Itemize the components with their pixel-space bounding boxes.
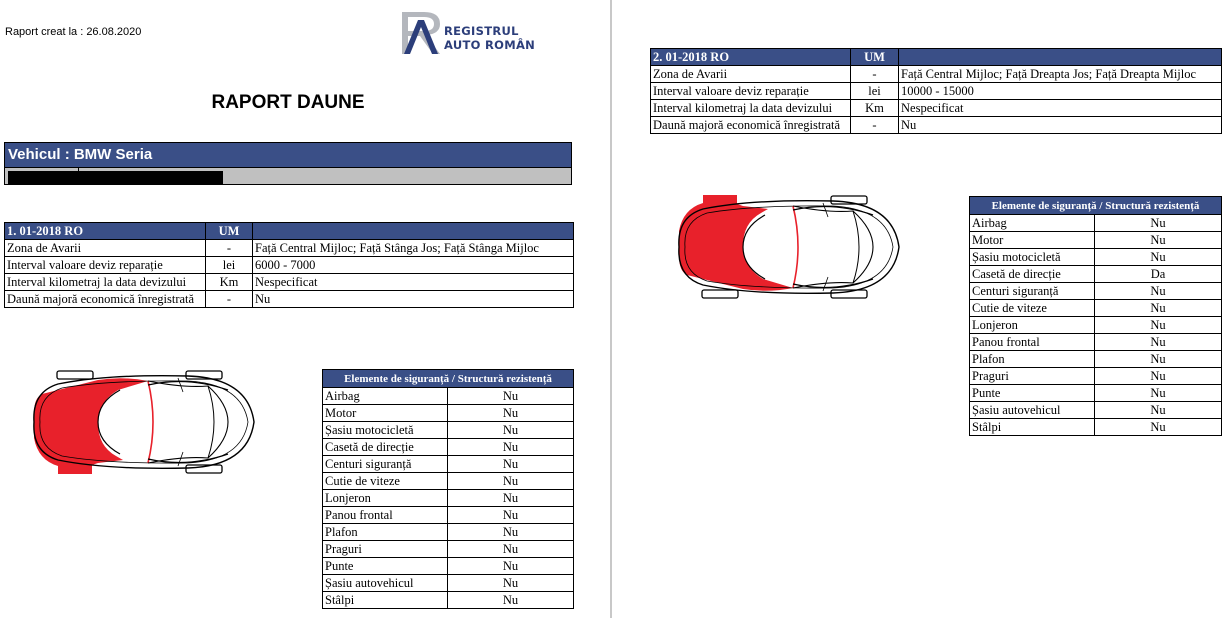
safety-element-label: Șasiu autovehicul bbox=[970, 402, 1095, 419]
safety-element-label: Lonjeron bbox=[323, 490, 448, 507]
safety-element-value: Nu bbox=[1095, 385, 1222, 402]
safety-element-value: Nu bbox=[1095, 402, 1222, 419]
row-value: Față Central Mijloc; Față Stânga Jos; Față Stânga Mijloc bbox=[253, 240, 574, 257]
safety-row bbox=[970, 283, 1222, 300]
table-row bbox=[651, 117, 1222, 134]
safety-element-value: Nu bbox=[448, 490, 574, 507]
safety-row bbox=[323, 575, 574, 592]
safety-element-label: Cutie de viteze bbox=[323, 473, 448, 490]
row-label: Interval valoare deviz reparație bbox=[5, 257, 206, 274]
row-um: - bbox=[851, 66, 899, 83]
safety-row bbox=[323, 439, 574, 456]
logo-text-line2: AUTO ROMÂN bbox=[444, 38, 536, 52]
safety-element-label: Stâlpi bbox=[970, 419, 1095, 436]
row-um: Km bbox=[851, 100, 899, 117]
safety-table-2 bbox=[969, 196, 1222, 436]
table-row bbox=[5, 291, 574, 308]
row-um: lei bbox=[851, 83, 899, 100]
row-value: Nespecificat bbox=[899, 100, 1222, 117]
page-title: RAPORT DAUNE bbox=[211, 92, 365, 113]
safety-row bbox=[970, 419, 1222, 436]
safety-element-label: Centuri siguranță bbox=[323, 456, 448, 473]
safety-element-value: Nu bbox=[1095, 232, 1222, 249]
car-damage-diagram-2 bbox=[673, 193, 903, 301]
safety-element-label: Praguri bbox=[323, 541, 448, 558]
row-um: Km bbox=[206, 274, 253, 291]
safety-element-label: Casetă de direcție bbox=[323, 439, 448, 456]
safety-element-value: Nu bbox=[448, 507, 574, 524]
safety-element-label: Punte bbox=[970, 385, 1095, 402]
safety-element-value: Nu bbox=[1095, 300, 1222, 317]
row-value: 10000 - 15000 bbox=[899, 83, 1222, 100]
safety-rows-2 bbox=[970, 215, 1222, 436]
value-header bbox=[253, 223, 574, 240]
table-row bbox=[651, 100, 1222, 117]
safety-element-value: Nu bbox=[1095, 334, 1222, 351]
car-damage-diagram-1 bbox=[28, 368, 258, 476]
safety-row bbox=[970, 232, 1222, 249]
logo-text-line1: REGISTRUL bbox=[444, 24, 519, 38]
table-row bbox=[651, 83, 1222, 100]
safety-row bbox=[323, 405, 574, 422]
vehicle-title: Vehicul : BMW Seria bbox=[5, 143, 571, 168]
safety-element-label: Plafon bbox=[323, 524, 448, 541]
damage-entry-title: 2. 01-2018 RO bbox=[651, 49, 851, 66]
safety-row bbox=[323, 541, 574, 558]
safety-table-header: Elemente de siguranță / Structură rezistență bbox=[970, 197, 1222, 215]
safety-element-value: Da bbox=[1095, 266, 1222, 283]
safety-element-value: Nu bbox=[1095, 317, 1222, 334]
safety-element-label: Panou frontal bbox=[323, 507, 448, 524]
vehicle-panel bbox=[4, 142, 572, 185]
safety-element-value: Nu bbox=[1095, 215, 1222, 232]
row-label: Zona de Avarii bbox=[651, 66, 851, 83]
safety-row bbox=[970, 334, 1222, 351]
safety-row bbox=[970, 266, 1222, 283]
table-row bbox=[5, 257, 574, 274]
report-created-date: Raport creat la : 26.08.2020 bbox=[5, 26, 142, 38]
safety-element-value: Nu bbox=[448, 405, 574, 422]
damage-table-header bbox=[651, 49, 1222, 66]
row-label: Interval valoare deviz reparație bbox=[651, 83, 851, 100]
safety-element-value: Nu bbox=[1095, 283, 1222, 300]
safety-row bbox=[970, 385, 1222, 402]
safety-element-value: Nu bbox=[448, 558, 574, 575]
safety-element-value: Nu bbox=[1095, 249, 1222, 266]
safety-element-label: Motor bbox=[323, 405, 448, 422]
rar-logo bbox=[400, 10, 540, 58]
safety-rows-1 bbox=[323, 388, 574, 609]
safety-element-label: Praguri bbox=[970, 368, 1095, 385]
safety-element-value: Nu bbox=[448, 456, 574, 473]
safety-element-label: Centuri siguranță bbox=[970, 283, 1095, 300]
safety-row bbox=[323, 558, 574, 575]
safety-row bbox=[970, 300, 1222, 317]
safety-element-value: Nu bbox=[448, 524, 574, 541]
safety-table-1 bbox=[322, 369, 574, 609]
safety-element-label: Șasiu motocicletă bbox=[970, 249, 1095, 266]
safety-row bbox=[323, 524, 574, 541]
safety-element-label: Airbag bbox=[323, 388, 448, 405]
row-value: Nu bbox=[899, 117, 1222, 134]
table-row bbox=[5, 274, 574, 291]
um-header: UM bbox=[851, 49, 899, 66]
um-header: UM bbox=[206, 223, 253, 240]
damage-table-2 bbox=[650, 48, 1222, 134]
row-label: Daună majoră economică înregistrată bbox=[651, 117, 851, 134]
safety-element-label: Casetă de direcție bbox=[970, 266, 1095, 283]
row-label: Interval kilometraj la data devizului bbox=[651, 100, 851, 117]
safety-row bbox=[970, 351, 1222, 368]
safety-row bbox=[323, 388, 574, 405]
safety-element-label: Airbag bbox=[970, 215, 1095, 232]
safety-row bbox=[323, 422, 574, 439]
row-value: Nespecificat bbox=[253, 274, 574, 291]
safety-element-label: Șasiu autovehicul bbox=[323, 575, 448, 592]
safety-element-label: Motor bbox=[970, 232, 1095, 249]
safety-element-value: Nu bbox=[448, 422, 574, 439]
value-header bbox=[899, 49, 1222, 66]
safety-element-value: Nu bbox=[448, 541, 574, 558]
safety-row bbox=[323, 473, 574, 490]
row-label: Daună majoră economică înregistrată bbox=[5, 291, 206, 308]
safety-row bbox=[970, 317, 1222, 334]
safety-element-value: Nu bbox=[448, 473, 574, 490]
damage-table-1 bbox=[4, 222, 574, 308]
safety-row bbox=[323, 507, 574, 524]
safety-element-value: Nu bbox=[448, 575, 574, 592]
row-um: - bbox=[206, 240, 253, 257]
safety-element-value: Nu bbox=[448, 592, 574, 609]
safety-element-label: Cutie de viteze bbox=[970, 300, 1095, 317]
safety-element-label: Lonjeron bbox=[970, 317, 1095, 334]
row-value: 6000 - 7000 bbox=[253, 257, 574, 274]
row-um: - bbox=[851, 117, 899, 134]
safety-element-label: Plafon bbox=[970, 351, 1095, 368]
safety-element-label: Stâlpi bbox=[323, 592, 448, 609]
safety-row bbox=[970, 368, 1222, 385]
safety-row bbox=[323, 456, 574, 473]
row-um: - bbox=[206, 291, 253, 308]
safety-element-label: Șasiu motocicletă bbox=[323, 422, 448, 439]
safety-row bbox=[323, 592, 574, 609]
safety-row bbox=[970, 249, 1222, 266]
safety-element-value: Nu bbox=[448, 439, 574, 456]
safety-element-value: Nu bbox=[1095, 351, 1222, 368]
safety-element-label: Panou frontal bbox=[970, 334, 1095, 351]
safety-element-value: Nu bbox=[1095, 419, 1222, 436]
damage-table-header bbox=[5, 223, 574, 240]
row-um: lei bbox=[206, 257, 253, 274]
table-row bbox=[5, 240, 574, 257]
row-label: Interval kilometraj la data devizului bbox=[5, 274, 206, 291]
vehicle-details-bar bbox=[5, 168, 571, 184]
safety-element-label: Punte bbox=[323, 558, 448, 575]
safety-row bbox=[970, 215, 1222, 232]
safety-element-value: Nu bbox=[448, 388, 574, 405]
safety-row bbox=[323, 490, 574, 507]
safety-table-header: Elemente de siguranță / Structură rezistență bbox=[323, 370, 574, 388]
row-value: Nu bbox=[253, 291, 574, 308]
row-value: Față Central Mijloc; Față Dreapta Jos; Față Dreapta Mijloc bbox=[899, 66, 1222, 83]
redacted-vin bbox=[8, 171, 223, 184]
safety-row bbox=[970, 402, 1222, 419]
damage-entry-title: 1. 01-2018 RO bbox=[5, 223, 206, 240]
table-row bbox=[651, 66, 1222, 83]
safety-element-value: Nu bbox=[1095, 368, 1222, 385]
row-label: Zona de Avarii bbox=[5, 240, 206, 257]
rar-logo-icon bbox=[400, 10, 444, 56]
page-divider bbox=[610, 0, 612, 618]
